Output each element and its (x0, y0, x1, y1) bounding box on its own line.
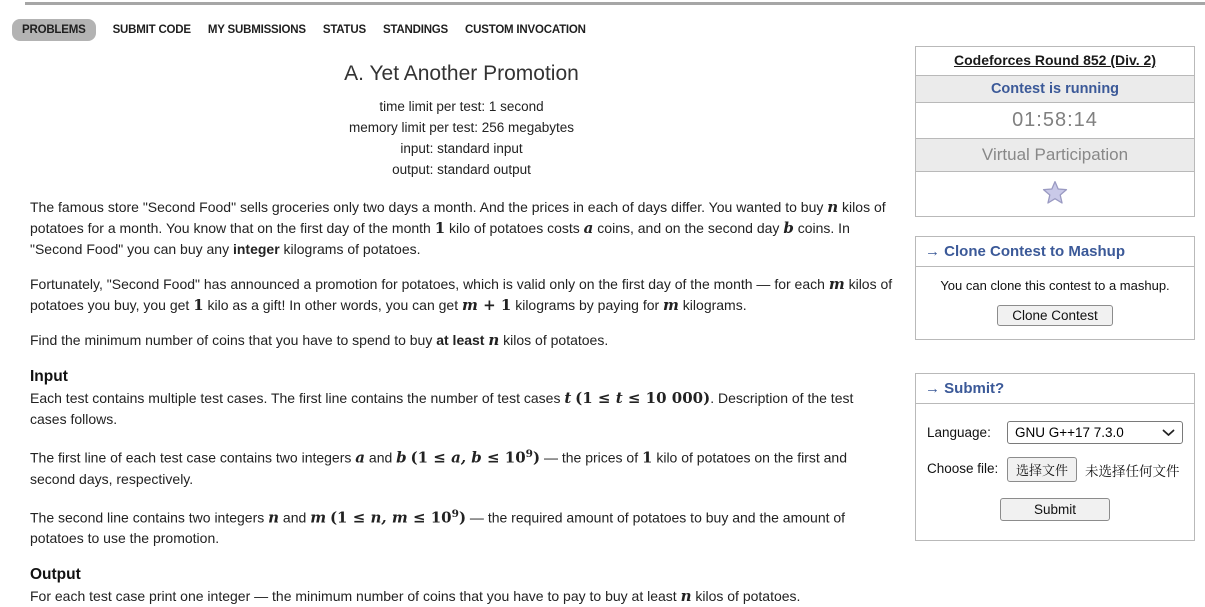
tab-standings[interactable]: STANDINGS (382, 24, 449, 36)
contest-tabbar (12, 19, 586, 41)
problem-limits (30, 96, 893, 180)
choose-file-row (927, 457, 1183, 482)
clone-contest-box (915, 236, 1195, 340)
output-spec: output: standard output (392, 162, 531, 177)
output-paragraph: For each test case print one integer — the minimum number of coins that you have to pay to buy at least n kilos of potatoes. (30, 587, 801, 606)
statement-body (30, 197, 893, 351)
output-section-heading: Output (30, 566, 81, 584)
contest-countdown: 01:58:14 (916, 103, 1194, 139)
chevron-down-icon (1162, 429, 1175, 437)
input-section-heading: Input (30, 368, 68, 385)
contest-title-row (916, 47, 1194, 76)
contest-status: Contest is running (916, 76, 1194, 103)
language-label: Language: (927, 425, 991, 440)
input-spec: input: standard input (400, 141, 523, 156)
file-chosen-status: 未选择任何文件 (1085, 463, 1180, 479)
top-divider (25, 2, 1205, 5)
clone-contest-body (916, 267, 1194, 339)
statement-paragraph: Fortunately, "Second Food" has announced a promotion for potatoes, which is valid only on the first day of the month — for each m kilos of potatoes you buy, you get 1 kilo as a gift! In other words, you can get m + 1 kilograms by paying for m kilograms. (30, 275, 893, 314)
input-paragraph: The first line of each test case contains two integers a and b (1 ≤ a, $b \le 10^9$) — the prices of 1 kilo of potatoes on the first and second days, respectively. (30, 448, 848, 487)
file-input[interactable] (1007, 457, 1180, 482)
clone-contest-caption[interactable]: → Clone Contest to Mashup (916, 237, 1194, 267)
sidebar (915, 46, 1195, 541)
star-icon[interactable] (1042, 180, 1068, 205)
clone-contest-text: You can clone this contest to a mashup. (940, 278, 1170, 293)
tab-status[interactable]: STATUS (322, 24, 366, 36)
choose-file-label: Choose file: (927, 461, 999, 476)
language-selected-value: GNU G++17 7.3.0 (1015, 425, 1124, 440)
tab-my-submissions[interactable]: MY SUBMISSIONS (207, 24, 306, 36)
contest-info-box (915, 46, 1195, 217)
submit-form (916, 404, 1194, 540)
language-select[interactable] (1007, 421, 1183, 444)
memory-limit: memory limit per test: 256 megabytes (348, 120, 575, 135)
language-row (927, 421, 1183, 444)
submit-caption[interactable]: → Submit? (916, 374, 1194, 404)
virtual-participation-label: Virtual Participation (916, 139, 1194, 172)
submit-button-row (927, 498, 1183, 521)
problem-statement (30, 58, 893, 607)
submit-button[interactable]: Submit (1000, 498, 1110, 521)
submit-box (915, 373, 1195, 541)
tab-submit-code[interactable]: SUBMIT CODE (112, 24, 191, 36)
clone-contest-button[interactable]: Clone Contest (997, 305, 1113, 326)
statement-paragraph: The famous store "Second Food" sells groceries only two days a month. And the prices in each of days differ. You wanted to buy n kilos of potatoes for a month. You know that on the first day of the month 1 kilo of potatoes costs a coins, and on the second day b coins. In "Second Food" you can buy any integer kilograms of potatoes. (30, 198, 886, 257)
tab-problems[interactable]: PROBLEMS (12, 19, 96, 41)
input-paragraph: The second line contains two integers n and m (1 ≤ n, $m \le 10^9$) — the required amount of potatoes to buy and the amount of potatoes to use the promotion. (30, 507, 846, 547)
favorite-row (916, 172, 1194, 216)
input-paragraph: Each test contains multiple test cases. The first line contains the number of test cases t (1 ≤ t ≤ 10 000). Description of the test cases follows. (30, 389, 854, 427)
time-limit: time limit per test: 1 second (379, 99, 544, 114)
tab-custom-invocation[interactable]: CUSTOM INVOCATION (465, 24, 586, 36)
browse-file-button[interactable]: 选择文件 (1007, 457, 1077, 482)
contest-title-link[interactable]: Codeforces Round 852 (Div. 2) (953, 52, 1156, 68)
statement-paragraph: Find the minimum number of coins that you have to spend to buy at least n kilos of potatoes. (30, 331, 609, 349)
problem-title: A. Yet Another Promotion (344, 62, 579, 85)
